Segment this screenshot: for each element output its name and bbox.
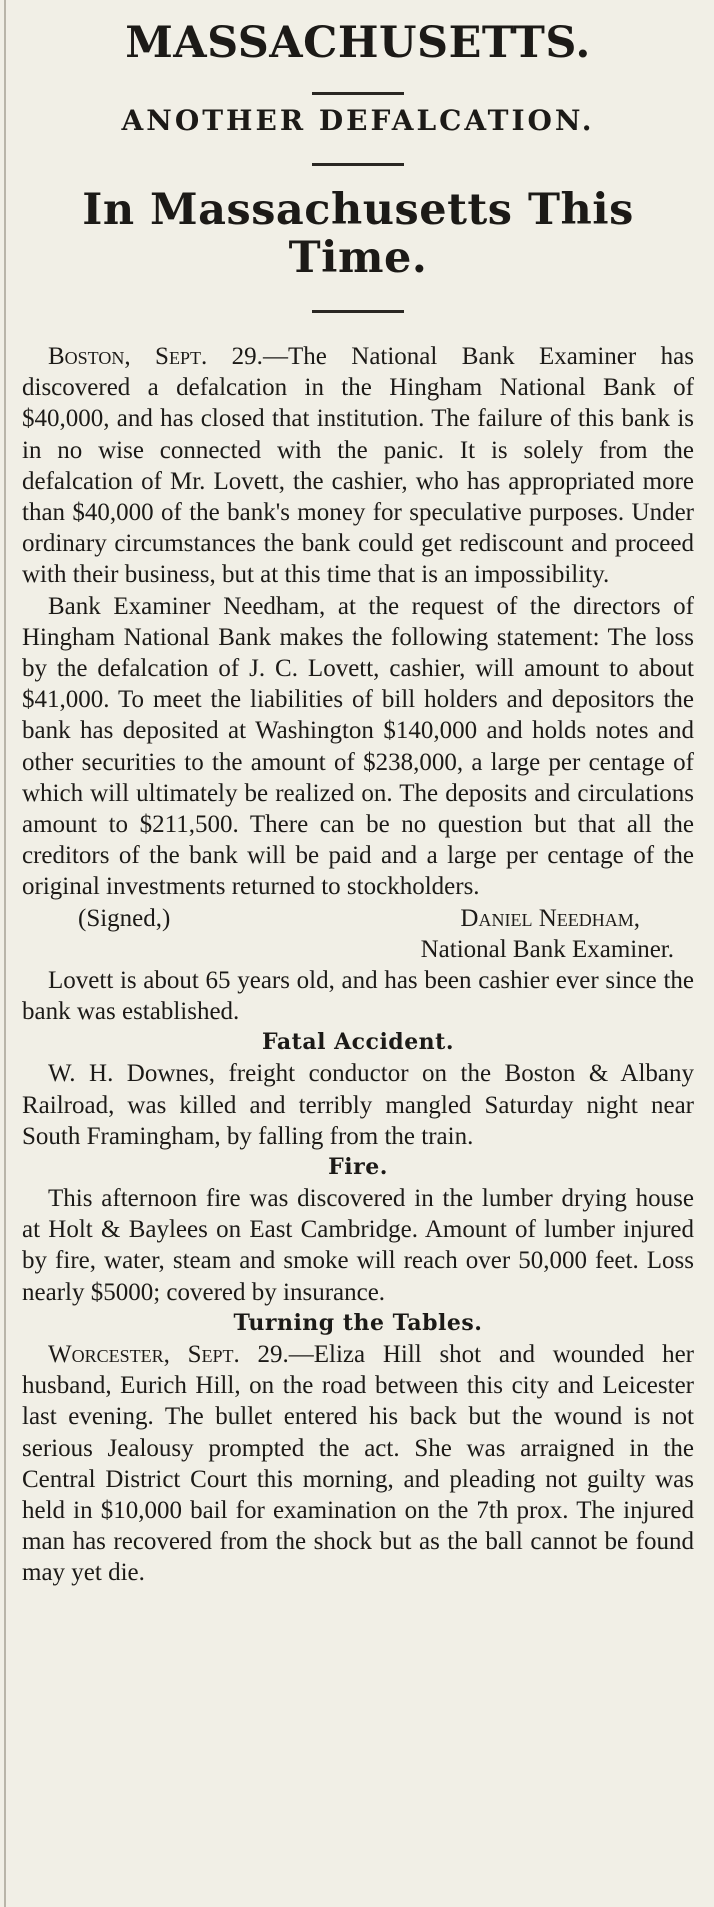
rule-divider <box>312 163 404 166</box>
signer-title: National Bank Examiner. <box>420 935 674 963</box>
signer-name: Daniel Needham, <box>460 904 640 932</box>
fire-paragraph: This afternoon fire was discovered in the lumber drying house at Holt & Baylees on East Cambridge. Amount of lumber injured by fire, water, steam and smoke will reach over 50,000 feet. Loss nearly $5000; covered by insurance. <box>22 1185 694 1306</box>
fire-heading: Fire. <box>328 1154 388 1181</box>
story-paragraph-1-text: —The National Bank Examiner has discovered a defalcation in the Hingham National Bank of $40,000, and has closed that institution. The failure of this bank is in no wise connected with the panic. It is solely from the defalcation of Mr. Lovett, the cashier, who has appropriated more than $40,000 of the bank's money for speculative purposes. Under ordinary circumstances the bank could get rediscount and proceed with their business, but at this time that is an impossibility. <box>22 343 694 589</box>
headline-sub: In Massachusetts This Time. <box>82 185 634 283</box>
rule-divider <box>312 92 404 95</box>
story-paragraph-1 <box>22 341 694 591</box>
tables-paragraph <box>22 1339 694 1589</box>
signed-label: (Signed,) <box>78 904 171 932</box>
headline-deck: ANOTHER DEFALCATION. <box>121 104 595 137</box>
signature-block <box>22 903 694 965</box>
story-dateline: Boston, Sept. 29. <box>48 343 263 370</box>
headline-state: MASSACHUSETTS. <box>125 18 591 68</box>
tables-dateline: Worcester, Sept. 29. <box>48 1340 289 1368</box>
story-paragraph-2: Bank Examiner Needham, at the request of the directors of Hingham National Bank makes the following statement: The loss by the defalcation of J. C. Lovett, cashier, will amount to about $41,000. To meet the liabilities of bill holders and depositors the bank has deposited at Washington $140,000 and holds notes and other securities to the amount of $238,000, a large per centage of which will ultimately be realized on. The deposits and circulations amount to $211,500. There can be no question but that all the creditors of the bank will be paid and a large per centage of the original investments returned to stockholders. <box>22 592 694 901</box>
tables-heading: Turning the Tables. <box>233 1309 483 1336</box>
column-edge <box>4 0 6 1907</box>
accident-heading: Fatal Accident. <box>261 1029 455 1056</box>
accident-paragraph: W. H. Downes, freight conductor on the Boston & Albany Railroad, was killed and terribly mangled Saturday night near South Framingham, by falling from the train. <box>22 1060 694 1150</box>
rule-divider <box>312 310 404 313</box>
story-paragraph-3: Lovett is about 65 years old, and has been cashier ever since the bank was established. <box>22 967 694 1026</box>
signature-line <box>22 903 694 934</box>
tables-paragraph-text: —Eliza Hill shot and wounded her husband, Eurich Hill, on the road between this city and Leicester last evening. The bullet entered his back but the wound is not serious Jealousy prompted the act. She was arraigned in the Central District Court this morning, and pleading not guilty was held in $10,000 bail for examination on the 7th prox. The injured man has recovered from the shock but as the ball cannot be found may yet die. <box>22 1340 694 1587</box>
